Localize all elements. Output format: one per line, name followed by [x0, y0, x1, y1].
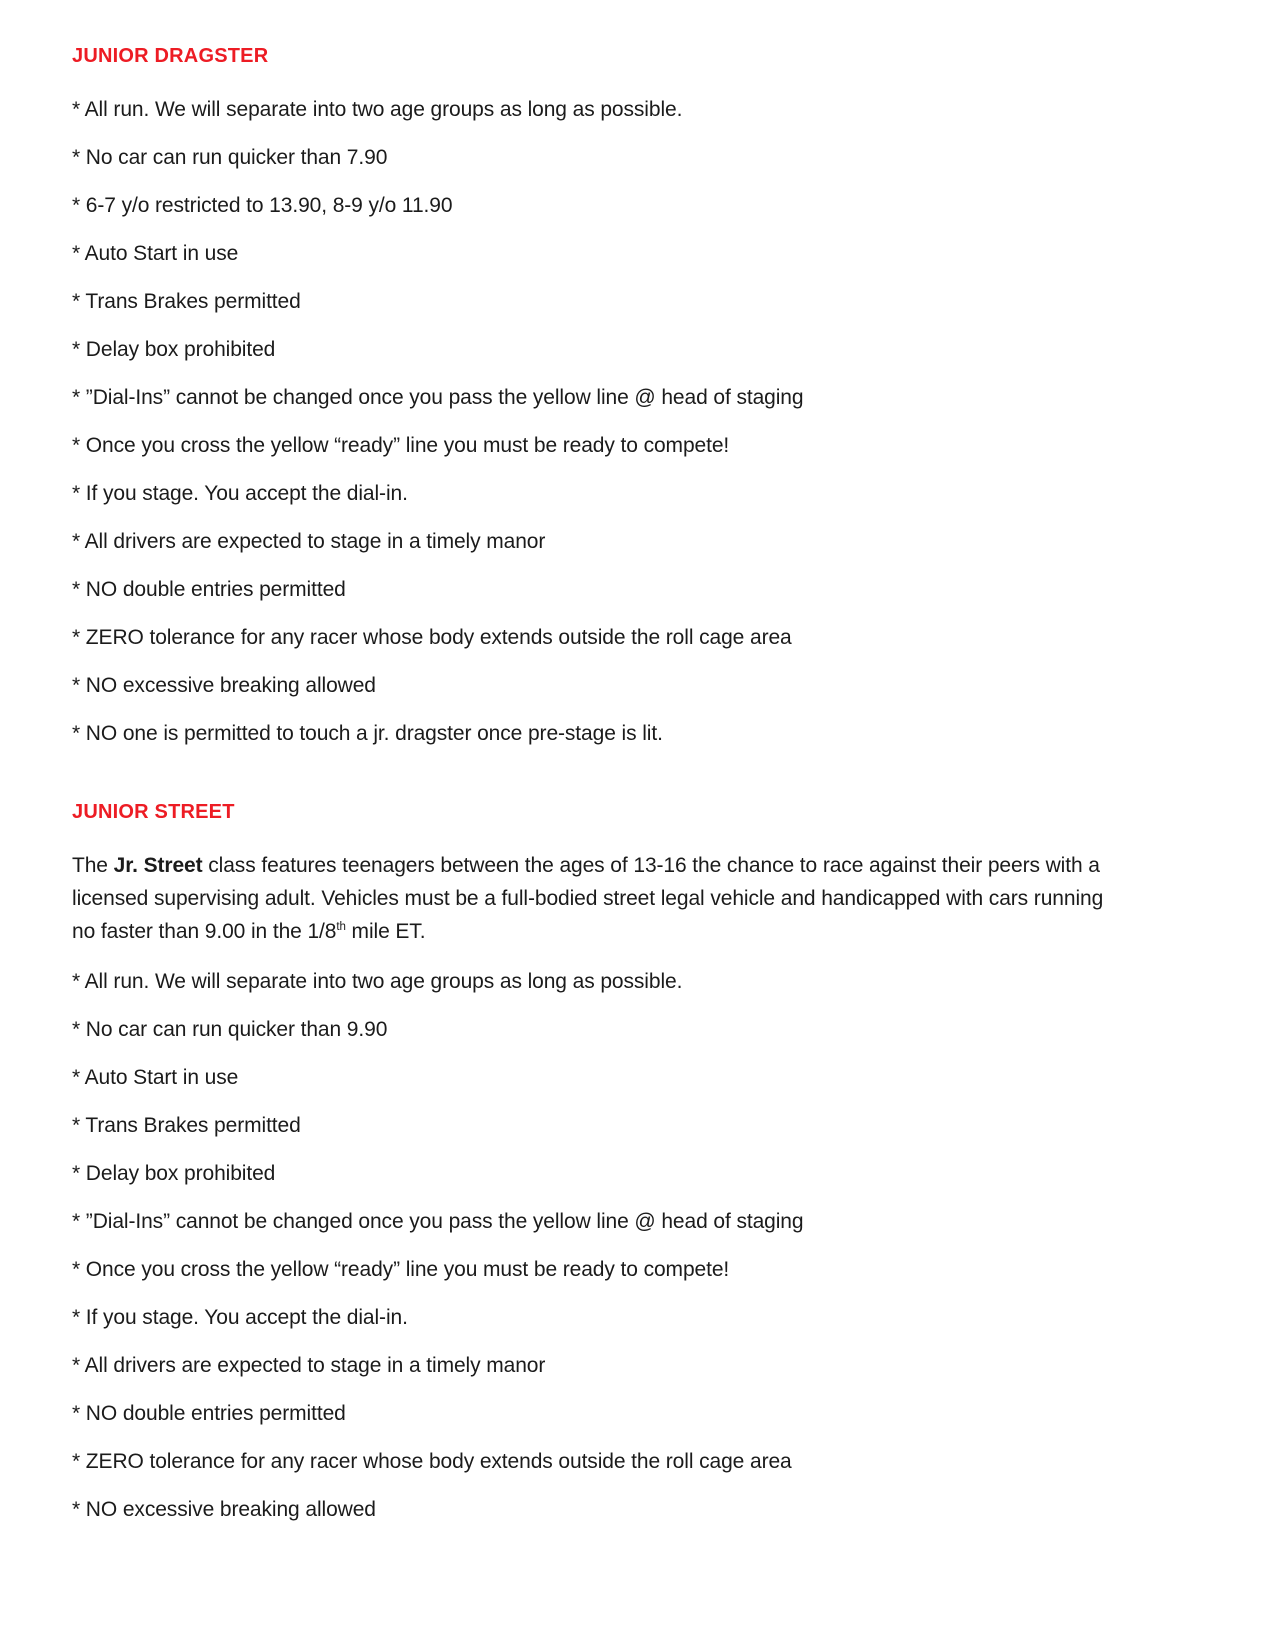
intro-text-suffix: mile ET.	[345, 920, 426, 943]
rule-item: * ZERO tolerance for any racer whose body extends outside the roll cage area	[72, 1450, 792, 1473]
intro-text-prefix: The	[72, 854, 114, 877]
section-heading-junior-dragster: JUNIOR DRAGSTER	[72, 45, 269, 67]
rule-item: * NO excessive breaking allowed	[72, 674, 376, 697]
rule-item: * NO double entries permitted	[72, 578, 346, 601]
rule-item: * NO double entries permitted	[72, 1402, 346, 1425]
rule-item: * No car can run quicker than 9.90	[72, 1018, 388, 1041]
section-junior-street	[72, 800, 1130, 1526]
rule-item: * Once you cross the yellow “ready” line you must be ready to compete!	[72, 434, 730, 457]
rule-item: * All drivers are expected to stage in a timely manor	[72, 530, 546, 553]
intro-text-body: class features teenagers between the ages of 13-16 the chance to race against their peers with a licensed supervising adult. Vehicles must be a full-bodied street legal vehicle and handicapped with cars running no faster than 9.00 in the 1/8	[72, 854, 1104, 943]
rule-item: * Delay box prohibited	[72, 338, 276, 361]
rule-item: * NO excessive breaking allowed	[72, 1498, 376, 1521]
section-heading-junior-street: JUNIOR STREET	[72, 801, 235, 823]
rule-item: * No car can run quicker than 7.90	[72, 146, 388, 169]
intro-text-superscript: th	[336, 921, 346, 933]
rule-item: * Delay box prohibited	[72, 1162, 276, 1185]
rule-item: * 6-7 y/o restricted to 13.90, 8-9 y/o 11.90	[72, 194, 453, 217]
rule-item: * If you stage. You accept the dial-in.	[72, 482, 408, 505]
rule-item: * Auto Start in use	[72, 242, 239, 265]
rule-item: * Trans Brakes permitted	[72, 1114, 301, 1137]
rule-item: * NO one is permitted to touch a jr. dragster once pre-stage is lit.	[72, 722, 663, 745]
rule-item: * Once you cross the yellow “ready” line you must be ready to compete!	[72, 1258, 730, 1281]
rule-item: * ZERO tolerance for any racer whose body extends outside the roll cage area	[72, 626, 792, 649]
rule-item: * All run. We will separate into two age groups as long as possible.	[72, 98, 683, 121]
rule-item: * ”Dial-Ins” cannot be changed once you pass the yellow line @ head of staging	[72, 386, 804, 409]
rule-item: * All drivers are expected to stage in a timely manor	[72, 1354, 546, 1377]
rule-item: * Auto Start in use	[72, 1066, 239, 1089]
rule-item: * All run. We will separate into two age groups as long as possible.	[72, 970, 683, 993]
section-junior-dragster	[72, 44, 1130, 750]
intro-paragraph	[72, 849, 1130, 948]
intro-text-bold: Jr. Street	[113, 854, 203, 877]
rule-item: * If you stage. You accept the dial-in.	[72, 1306, 408, 1329]
rule-item: * Trans Brakes permitted	[72, 290, 301, 313]
rule-item: * ”Dial-Ins” cannot be changed once you pass the yellow line @ head of staging	[72, 1210, 804, 1233]
